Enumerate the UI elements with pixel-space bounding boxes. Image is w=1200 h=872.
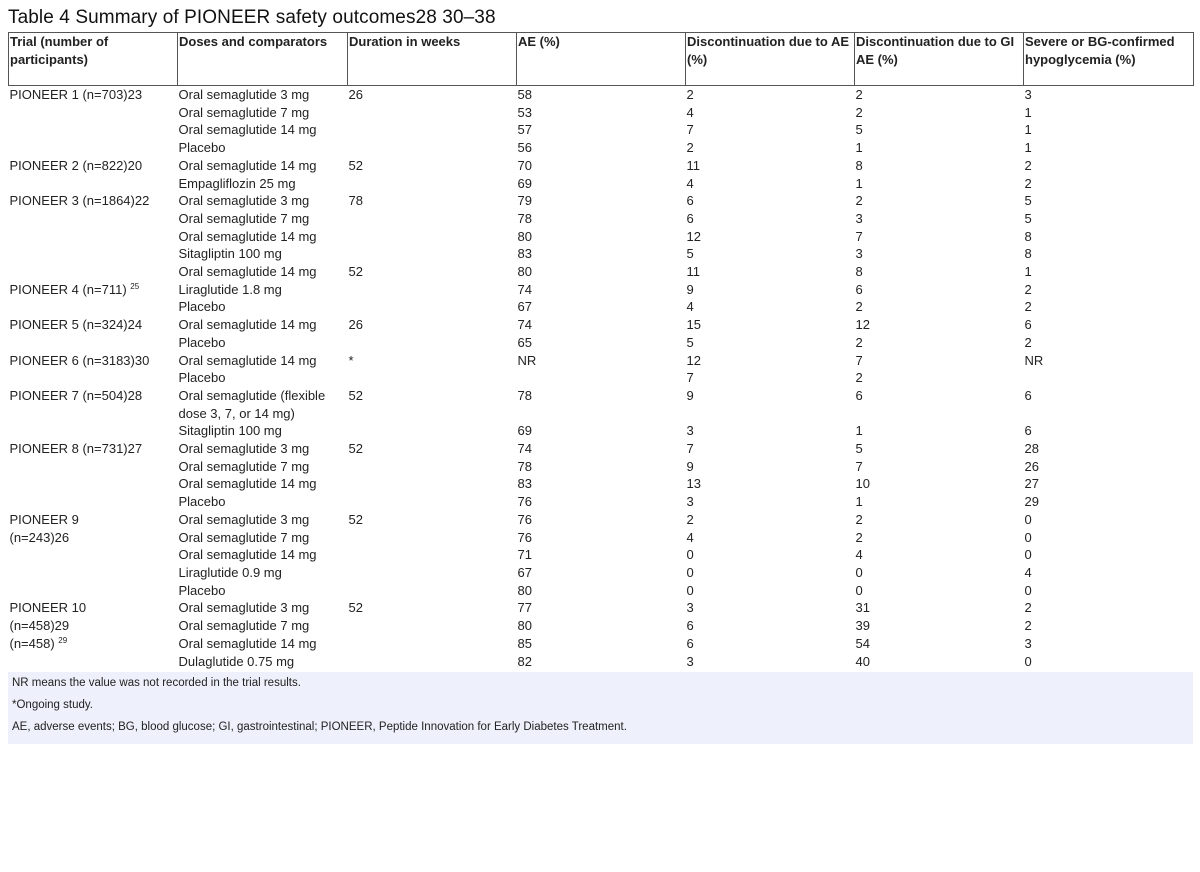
- cell-discontinuation-gi-ae: 5: [855, 441, 863, 457]
- cell-dose: Oral semaglutide 7 mg: [178, 458, 310, 474]
- cell-ae: 58: [517, 86, 686, 104]
- cell-ae: 56: [517, 140, 532, 156]
- cell-dose: Oral semaglutide 3 mg: [178, 193, 310, 209]
- cell-discontinuation-ae: 7: [686, 441, 694, 457]
- cell-discontinuation-gi-ae: 3: [855, 210, 863, 226]
- cell-trial: [9, 245, 178, 263]
- cell-discontinuation-gi-ae: 4: [855, 547, 863, 563]
- cell-hypoglycemia: 8: [1024, 228, 1032, 244]
- cell-dose: Oral semaglutide 3 mg: [178, 511, 310, 527]
- cell-hypoglycemia: 2: [1024, 157, 1032, 173]
- cell-ae: 83: [517, 476, 532, 492]
- cell-discontinuation-ae: 0: [686, 547, 694, 563]
- table-row: [9, 281, 1194, 299]
- table-row: [9, 458, 1194, 476]
- cell-discontinuation-gi-ae: 7: [855, 352, 863, 368]
- cell-ae: 77: [517, 600, 532, 616]
- cell-trial: [9, 298, 178, 316]
- cell-discontinuation-ae: 4: [686, 529, 694, 545]
- cell-hypoglycemia: 2: [1024, 175, 1032, 191]
- cell-dose: Liraglutide 0.9 mg: [178, 564, 282, 580]
- cell-dose: Oral semaglutide (flexible dose 3, 7, or 14 mg): [178, 387, 326, 421]
- cell-discontinuation-ae: 6: [686, 618, 694, 634]
- cell-ae: 82: [517, 653, 532, 669]
- cell-ae: 78: [517, 387, 532, 403]
- cell-dose: Oral semaglutide 14 mg: [178, 264, 317, 280]
- cell-hypoglycemia: 0: [1024, 547, 1032, 563]
- cell-duration: [348, 334, 517, 352]
- cell-discontinuation-ae: 0: [686, 564, 694, 580]
- cell-duration: [348, 493, 517, 511]
- cell-discontinuation-ae: 4: [686, 299, 694, 315]
- cell-duration: [348, 175, 517, 193]
- cell-discontinuation-ae: 7: [686, 122, 694, 138]
- cell-ae: 53: [517, 104, 532, 120]
- cell-ae: 71: [517, 547, 532, 563]
- cell-discontinuation-ae: 4: [686, 175, 694, 191]
- cell-hypoglycemia: 1: [1024, 104, 1032, 120]
- cell-discontinuation-ae: 11: [686, 264, 700, 280]
- cell-dose: Oral semaglutide 7 mg: [178, 104, 310, 120]
- table-row: [9, 139, 1194, 157]
- cell-trial: PIONEER 9: [9, 511, 79, 527]
- cell-duration: [348, 653, 517, 671]
- cell-duration: [348, 458, 517, 476]
- cell-duration: 52: [348, 264, 363, 280]
- cell-hypoglycemia: 6: [1024, 317, 1032, 333]
- table-row: [9, 653, 1194, 671]
- table-row: [9, 228, 1194, 246]
- cell-trial: PIONEER 10: [9, 600, 87, 616]
- cell-ae: 67: [517, 564, 532, 580]
- cell-dose: Liraglutide 1.8 mg: [178, 281, 282, 297]
- cell-dose: Oral semaglutide 14 mg: [178, 317, 317, 333]
- cell-trial: [9, 121, 178, 139]
- cell-duration: [348, 475, 517, 493]
- cell-discontinuation-gi-ae: 1: [855, 140, 863, 156]
- cell-discontinuation-gi-ae: 7: [855, 228, 863, 244]
- cell-discontinuation-ae: 9: [686, 458, 694, 474]
- cell-ae: 79: [517, 193, 532, 209]
- cell-discontinuation-ae: 7: [686, 370, 694, 386]
- trial-label: (n=458): [9, 635, 55, 651]
- cell-duration: [348, 422, 517, 440]
- cell-hypoglycemia: 2: [1024, 334, 1032, 350]
- table-row: [9, 86, 1194, 104]
- table-header: [9, 33, 1194, 86]
- cell-discontinuation-gi-ae: 12: [855, 317, 870, 333]
- cell-duration: [348, 245, 517, 263]
- cell-dose: Oral semaglutide 3 mg: [178, 600, 310, 616]
- cell-dose: Oral semaglutide 14 mg: [178, 635, 317, 651]
- cell-discontinuation-ae: 11: [686, 157, 700, 173]
- cell-ae: [517, 369, 686, 387]
- table-footnotes: [8, 672, 1193, 744]
- header-discontinuation-gi-ae: Discontinuation due to GI AE (%): [855, 33, 1024, 86]
- trial-label: PIONEER 4 (n=711): [9, 281, 127, 297]
- cell-trial: [9, 263, 178, 281]
- cell-discontinuation-ae: 4: [686, 104, 694, 120]
- cell-discontinuation-gi-ae: 2: [855, 511, 863, 527]
- cell-ae: 69: [517, 423, 532, 439]
- cell-hypoglycemia: [1024, 369, 1194, 387]
- cell-discontinuation-gi-ae: 39: [855, 618, 870, 634]
- header-trial: Trial (number of participants): [9, 33, 178, 86]
- cell-trial: [9, 635, 178, 653]
- cell-duration: [348, 139, 517, 157]
- cell-duration: 52: [348, 441, 363, 457]
- cell-dose: Oral semaglutide 3 mg: [178, 441, 310, 457]
- cell-trial: (n=458)29: [9, 618, 70, 634]
- cell-discontinuation-gi-ae: 2: [855, 299, 863, 315]
- table-row: [9, 387, 1194, 422]
- cell-hypoglycemia: 3: [1024, 635, 1032, 651]
- cell-duration: [348, 582, 517, 600]
- cell-hypoglycemia: 2: [1024, 618, 1032, 634]
- document-page: [8, 6, 1193, 744]
- cell-trial: [9, 139, 178, 157]
- cell-trial: [9, 458, 178, 476]
- cell-discontinuation-gi-ae: 40: [855, 653, 870, 669]
- cell-hypoglycemia: 0: [1024, 529, 1032, 545]
- cell-discontinuation-gi-ae: 3: [855, 246, 863, 262]
- cell-duration: [348, 617, 517, 635]
- cell-hypoglycemia: NR: [1024, 352, 1044, 368]
- cell-trial: PIONEER 7 (n=504)28: [9, 387, 143, 403]
- cell-hypoglycemia: 1: [1024, 140, 1032, 156]
- cell-discontinuation-ae: 9: [686, 387, 694, 403]
- cell-ae: 80: [517, 582, 532, 598]
- table-row: [9, 192, 1194, 210]
- cell-trial: PIONEER 5 (n=324)24: [9, 317, 143, 333]
- cell-discontinuation-ae: 3: [686, 653, 694, 669]
- cell-duration: [348, 564, 517, 582]
- cell-ae: 74: [517, 317, 532, 333]
- cell-dose: Oral semaglutide 7 mg: [178, 210, 310, 226]
- cell-duration: [348, 121, 517, 139]
- cell-discontinuation-gi-ae: 2: [855, 193, 863, 209]
- cell-ae: 80: [517, 618, 532, 634]
- table-row: [9, 582, 1194, 600]
- cell-hypoglycemia: 5: [1024, 193, 1032, 209]
- cell-duration: [348, 210, 517, 228]
- cell-ae: 78: [517, 210, 532, 226]
- cell-trial: PIONEER 1 (n=703)23: [9, 86, 178, 104]
- cell-hypoglycemia: 5: [1024, 210, 1032, 226]
- cell-discontinuation-ae: 3: [686, 494, 694, 510]
- cell-hypoglycemia: 0: [1024, 653, 1032, 669]
- table-row: [9, 635, 1194, 653]
- cell-discontinuation-ae: 9: [686, 281, 694, 297]
- cell-dose: Placebo: [178, 582, 226, 598]
- cell-discontinuation-gi-ae: 10: [855, 476, 870, 492]
- table-row: [9, 564, 1194, 582]
- table-row: [9, 617, 1194, 635]
- cell-duration: [348, 281, 517, 299]
- table-row: [9, 175, 1194, 193]
- table-row: [9, 493, 1194, 511]
- cell-dose: Oral semaglutide 3 mg: [178, 86, 348, 104]
- cell-trial: [9, 582, 178, 600]
- cell-trial: PIONEER 8 (n=731)27: [9, 441, 143, 457]
- cell-discontinuation-gi-ae: 2: [855, 334, 863, 350]
- header-ae: AE (%): [517, 33, 686, 86]
- cell-trial: [9, 546, 178, 564]
- cell-hypoglycemia: 0: [1024, 511, 1032, 527]
- cell-hypoglycemia: 2: [1024, 299, 1032, 315]
- cell-discontinuation-gi-ae: 7: [855, 458, 863, 474]
- cell-ae: 74: [517, 281, 532, 297]
- cell-dose: Sitagliptin 100 mg: [178, 423, 282, 439]
- cell-ae: 74: [517, 441, 532, 457]
- cell-discontinuation-gi-ae: 1: [855, 175, 863, 191]
- table-row: [9, 599, 1194, 617]
- cell-ae: 80: [517, 264, 532, 280]
- cell-discontinuation-gi-ae: 6: [855, 281, 863, 297]
- cell-dose: Placebo: [178, 494, 226, 510]
- cell-discontinuation-gi-ae: 5: [855, 122, 863, 138]
- cell-discontinuation-ae: 3: [686, 600, 694, 616]
- cell-trial: [9, 104, 178, 122]
- footnote-abbreviations: AE, adverse events; BG, blood glucose; GI, gastrointestinal; PIONEER, Peptide Innovation for Early Diabetes Treatment.: [12, 721, 627, 734]
- cell-discontinuation-ae: 12: [686, 352, 701, 368]
- cell-trial: PIONEER 3 (n=1864)22: [9, 193, 150, 209]
- cell-trial: [9, 422, 178, 440]
- table-row: [9, 369, 1194, 387]
- cell-duration: 52: [348, 157, 363, 173]
- table-row: [9, 263, 1194, 281]
- cell-dose: Placebo: [178, 140, 226, 156]
- cell-duration: 52: [348, 511, 363, 527]
- cell-dose: Sitagliptin 100 mg: [178, 246, 282, 262]
- header-discontinuation-ae: Discontinuation due to AE (%): [686, 33, 855, 86]
- table-row: [9, 352, 1194, 370]
- cell-trial: (n=243)26: [9, 529, 70, 545]
- cell-ae: 70: [517, 157, 532, 173]
- cell-dose: Oral semaglutide 14 mg: [178, 157, 317, 173]
- table-body: [9, 86, 1194, 671]
- cell-ae: 67: [517, 299, 532, 315]
- cell-ae: 76: [517, 511, 532, 527]
- cell-dose: Placebo: [178, 370, 226, 386]
- cell-ae: 76: [517, 529, 532, 545]
- cell-ae: 76: [517, 494, 532, 510]
- cell-hypoglycemia: 0: [1024, 582, 1032, 598]
- cell-trial: [9, 369, 178, 387]
- cell-duration: 78: [348, 193, 363, 209]
- cell-dose: Oral semaglutide 14 mg: [178, 228, 317, 244]
- table-row: [9, 546, 1194, 564]
- cell-dose: Oral semaglutide 14 mg: [178, 547, 317, 563]
- cell-trial: [9, 564, 178, 582]
- table-row: [9, 298, 1194, 316]
- table-row: [9, 104, 1194, 122]
- cell-hypoglycemia: 3: [1024, 86, 1194, 104]
- table-row: [9, 475, 1194, 493]
- cell-hypoglycemia: 26: [1024, 458, 1039, 474]
- cell-duration: [348, 104, 517, 122]
- cell-dose: Placebo: [178, 334, 226, 350]
- cell-discontinuation-ae: 13: [686, 476, 701, 492]
- cell-discontinuation-ae: 15: [686, 317, 701, 333]
- header-hypoglycemia: Severe or BG-confirmed hypoglycemia (%): [1024, 33, 1194, 86]
- cell-discontinuation-gi-ae: 6: [855, 387, 863, 403]
- cell-ae: 65: [517, 334, 532, 350]
- table-row: [9, 334, 1194, 352]
- header-duration: Duration in weeks: [348, 33, 517, 86]
- cell-discontinuation-ae: 6: [686, 210, 694, 226]
- cell-ae: 85: [517, 635, 532, 651]
- cell-discontinuation-ae: 2: [686, 140, 694, 156]
- cell-duration: [348, 546, 517, 564]
- cell-discontinuation-ae: 3: [686, 423, 694, 439]
- trial-reference: 29: [58, 635, 68, 645]
- trial-reference: 25: [130, 281, 140, 291]
- cell-discontinuation-ae: 6: [686, 635, 694, 651]
- cell-trial: [9, 281, 178, 299]
- cell-trial: [9, 210, 178, 228]
- table-row: [9, 422, 1194, 440]
- safety-outcomes-table: [8, 32, 1194, 670]
- cell-dose: Oral semaglutide 7 mg: [178, 618, 310, 634]
- cell-discontinuation-gi-ae: 2: [855, 370, 863, 386]
- table-row: [9, 121, 1194, 139]
- table-title: Table 4 Summary of PIONEER safety outcomes28 30–38: [8, 7, 496, 28]
- cell-duration: [348, 298, 517, 316]
- cell-discontinuation-ae: 6: [686, 193, 694, 209]
- cell-trial: PIONEER 6 (n=3183)30: [9, 352, 150, 368]
- cell-duration: 26: [348, 86, 517, 104]
- cell-discontinuation-ae: 2: [686, 511, 694, 527]
- cell-duration: 26: [348, 317, 363, 333]
- cell-trial: PIONEER 2 (n=822)20: [9, 157, 143, 173]
- cell-ae: 69: [517, 175, 532, 191]
- table-row: [9, 529, 1194, 547]
- cell-trial: [9, 228, 178, 246]
- footnote-ongoing: *Ongoing study.: [12, 699, 93, 712]
- cell-ae: 83: [517, 246, 532, 262]
- cell-hypoglycemia: 6: [1024, 423, 1032, 439]
- table-row: [9, 157, 1194, 175]
- cell-dose: Oral semaglutide 14 mg: [178, 476, 317, 492]
- cell-discontinuation-gi-ae: 1: [855, 494, 863, 510]
- cell-ae: 80: [517, 228, 532, 244]
- cell-discontinuation-gi-ae: 0: [855, 582, 863, 598]
- cell-hypoglycemia: 8: [1024, 246, 1032, 262]
- cell-hypoglycemia: 1: [1024, 122, 1032, 138]
- cell-hypoglycemia: 2: [1024, 600, 1032, 616]
- header-doses: Doses and comparators: [178, 33, 348, 86]
- cell-duration: *: [348, 352, 354, 368]
- cell-discontinuation-gi-ae: 8: [855, 157, 863, 173]
- cell-trial: [9, 653, 178, 671]
- cell-dose: Placebo: [178, 299, 226, 315]
- cell-discontinuation-ae: 5: [686, 246, 694, 262]
- cell-duration: [348, 369, 517, 387]
- cell-ae: NR: [517, 352, 537, 368]
- cell-discontinuation-gi-ae: 31: [855, 600, 870, 616]
- cell-duration: 52: [348, 387, 363, 403]
- cell-duration: [348, 635, 517, 653]
- cell-discontinuation-ae: 12: [686, 228, 701, 244]
- cell-hypoglycemia: 2: [1024, 281, 1032, 297]
- cell-hypoglycemia: 1: [1024, 264, 1032, 280]
- cell-dose: Dulaglutide 0.75 mg: [178, 653, 295, 669]
- table-row: [9, 245, 1194, 263]
- cell-trial: [9, 493, 178, 511]
- table-row: [9, 511, 1194, 529]
- cell-trial: [9, 175, 178, 193]
- cell-discontinuation-gi-ae: 2: [855, 529, 863, 545]
- cell-duration: 52: [348, 600, 363, 616]
- cell-duration: [348, 228, 517, 246]
- footnote-nr: NR means the value was not recorded in the trial results.: [12, 677, 301, 690]
- cell-hypoglycemia: 27: [1024, 476, 1039, 492]
- cell-hypoglycemia: 6: [1024, 387, 1032, 403]
- cell-dose: Oral semaglutide 14 mg: [178, 122, 317, 138]
- cell-discontinuation-gi-ae: 1: [855, 423, 863, 439]
- cell-discontinuation-gi-ae: 2: [855, 86, 1024, 104]
- cell-discontinuation-ae: 0: [686, 582, 694, 598]
- cell-dose: Oral semaglutide 7 mg: [178, 529, 310, 545]
- cell-discontinuation-gi-ae: 54: [855, 635, 870, 651]
- cell-dose: Oral semaglutide 14 mg: [178, 352, 317, 368]
- cell-discontinuation-ae: 2: [686, 86, 855, 104]
- cell-discontinuation-gi-ae: 8: [855, 264, 863, 280]
- table-row: [9, 316, 1194, 334]
- table-row: [9, 440, 1194, 458]
- cell-hypoglycemia: 29: [1024, 494, 1039, 510]
- cell-dose: Empagliflozin 25 mg: [178, 175, 296, 191]
- cell-trial: [9, 334, 178, 352]
- cell-hypoglycemia: 4: [1024, 564, 1032, 580]
- cell-discontinuation-gi-ae: 0: [855, 564, 863, 580]
- cell-duration: [348, 529, 517, 547]
- cell-ae: 57: [517, 122, 532, 138]
- cell-ae: 78: [517, 458, 532, 474]
- table-row: [9, 210, 1194, 228]
- cell-trial: [9, 475, 178, 493]
- header-row: [9, 33, 1194, 86]
- cell-discontinuation-ae: 5: [686, 334, 694, 350]
- cell-hypoglycemia: 28: [1024, 441, 1039, 457]
- cell-discontinuation-gi-ae: 2: [855, 104, 863, 120]
